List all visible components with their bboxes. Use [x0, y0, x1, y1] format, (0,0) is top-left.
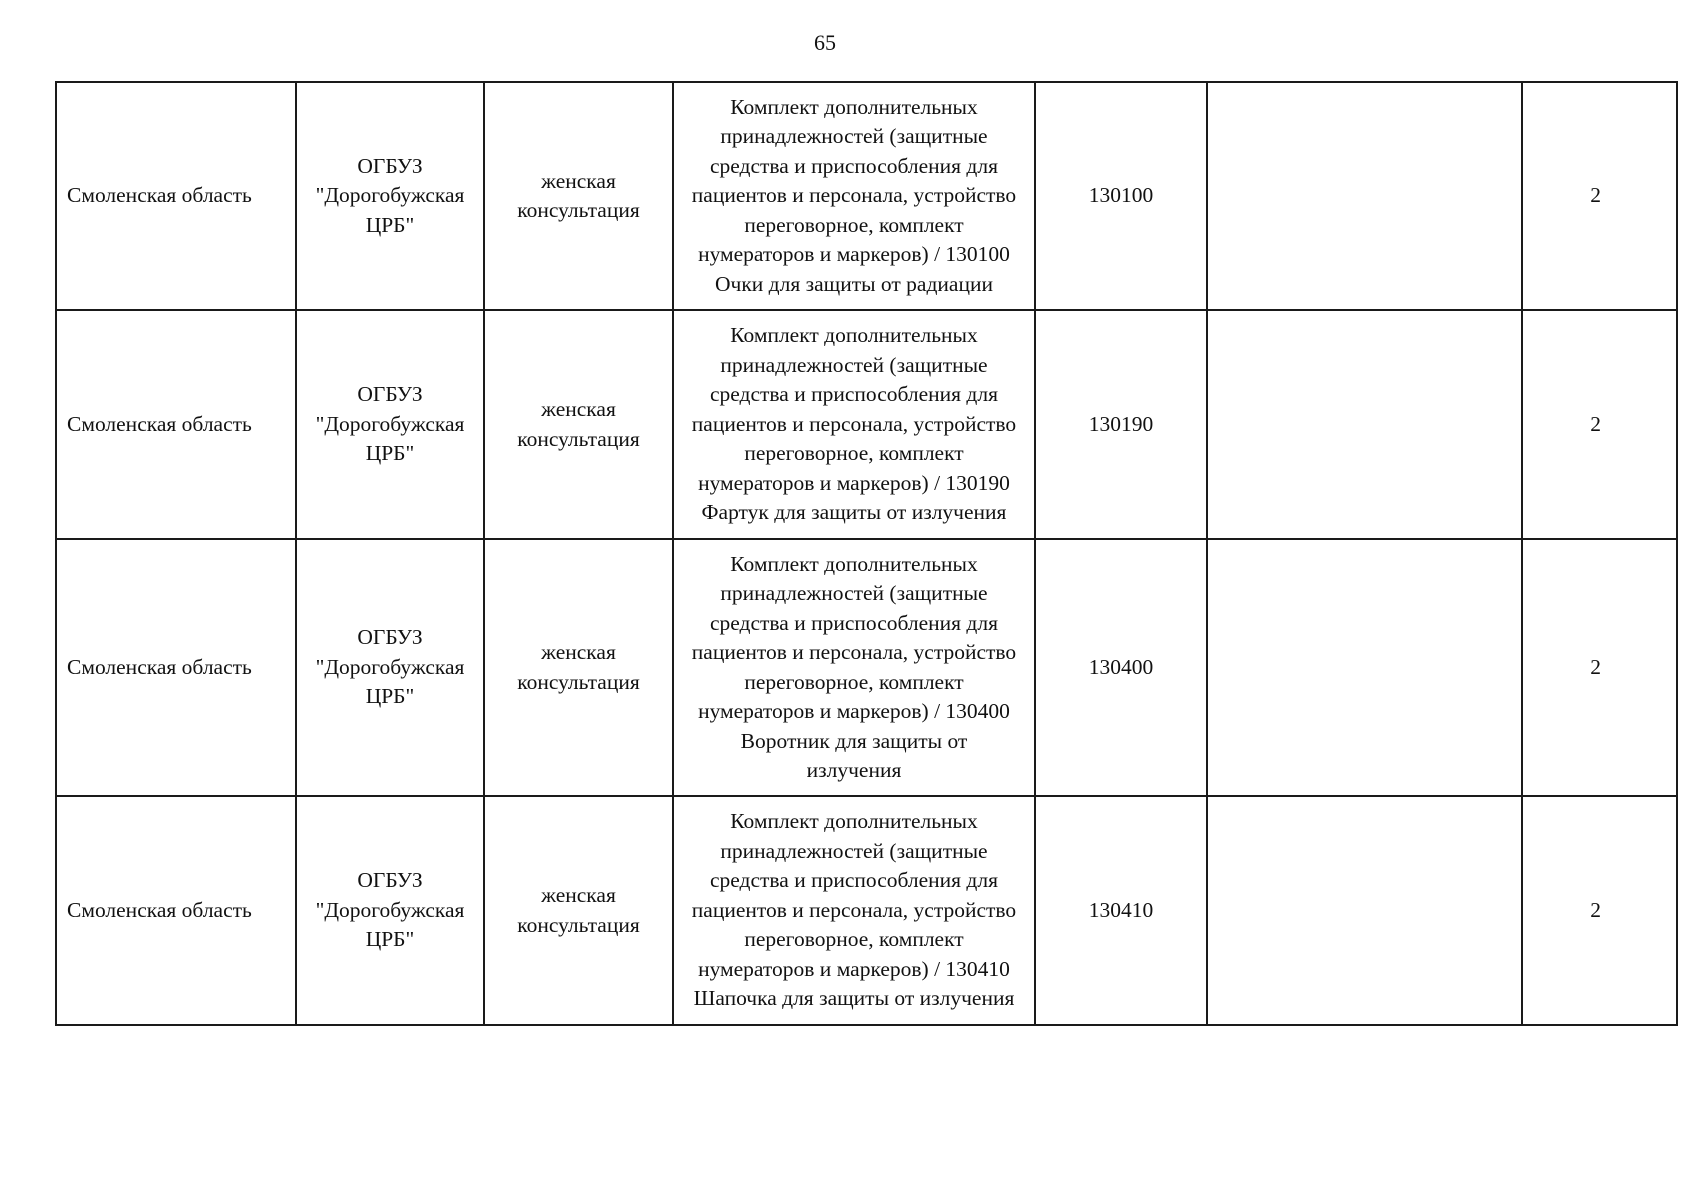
description-line: средства и приспособления для: [710, 868, 998, 893]
region-cell: Смоленская область: [56, 539, 296, 796]
description-line: переговорное, комплект: [744, 212, 964, 237]
department-line: женская: [541, 397, 616, 421]
empty-cell: [1207, 539, 1522, 796]
description-line: нумераторов и маркеров) / 130400: [698, 699, 1010, 723]
equipment-table: [55, 81, 1678, 1026]
department-cell: [484, 82, 673, 310]
description-line: средства и приспособления для: [710, 610, 998, 635]
quantity-cell: 2: [1522, 82, 1677, 310]
description-line: Комплект дополнительных: [730, 809, 978, 834]
description-line: излучения: [806, 758, 902, 782]
organization-line: ОГБУЗ: [357, 382, 423, 407]
description-cell: [673, 82, 1035, 310]
code-cell: 130410: [1035, 796, 1207, 1025]
quantity-cell: 2: [1522, 310, 1677, 539]
description-line: пациентов и персонала, устройство: [691, 640, 1017, 664]
organization-cell: [296, 539, 484, 796]
organization-line: ОГБУЗ: [357, 868, 423, 893]
department-line: женская: [541, 168, 616, 193]
organization-line: ОГБУЗ: [357, 625, 423, 650]
organization-line: ЦРБ": [365, 684, 415, 709]
table-row: [56, 796, 1677, 1025]
department-cell: [484, 796, 673, 1025]
description-line: Комплект дополнительных: [730, 323, 978, 348]
department-line: женская: [541, 883, 616, 907]
quantity-cell: 2: [1522, 539, 1677, 796]
code-cell: 130400: [1035, 539, 1207, 796]
organization-line: "Дорогобужская: [315, 654, 465, 679]
department-line: женская: [541, 640, 616, 664]
region-cell: Смоленская область: [56, 82, 296, 310]
empty-cell: [1207, 796, 1522, 1025]
description-line: Фартук для защиты от излучения: [701, 500, 1007, 525]
description-line: принадлежностей (защитные: [720, 838, 988, 863]
organization-line: ОГБУЗ: [357, 153, 423, 178]
department-line: консультация: [517, 912, 640, 937]
organization-line: "Дорогобужская: [315, 183, 465, 208]
description-line: переговорное, комплект: [744, 927, 964, 952]
table-row: [56, 310, 1677, 539]
table-row: [56, 539, 1677, 796]
table-row: [56, 82, 1677, 310]
description-line: Очки для защиты от радиации: [715, 271, 993, 296]
department-line: консультация: [517, 669, 640, 694]
description-line: принадлежностей (защитные: [720, 581, 988, 605]
organization-line: ЦРБ": [365, 927, 415, 952]
organization-cell: [296, 82, 484, 310]
organization-line: "Дорогобужская: [315, 411, 465, 436]
department-cell: [484, 539, 673, 796]
description-line: принадлежностей (защитные: [720, 352, 988, 377]
description-line: Комплект дополнительных: [730, 94, 978, 119]
description-line: переговорное, комплект: [744, 669, 964, 694]
region-cell: Смоленская область: [56, 796, 296, 1025]
organization-cell: [296, 310, 484, 539]
description-line: переговорное, комплект: [744, 441, 964, 466]
department-cell: [484, 310, 673, 539]
organization-line: "Дорогобужская: [315, 897, 465, 922]
empty-cell: [1207, 310, 1522, 539]
description-line: Комплект дополнительных: [730, 551, 978, 576]
code-cell: 130100: [1035, 82, 1207, 310]
description-line: Шапочка для защиты от излучения: [693, 986, 1015, 1011]
organization-line: ЦРБ": [365, 441, 415, 466]
description-cell: [673, 539, 1035, 796]
code-cell: 130190: [1035, 310, 1207, 539]
page-number: 65: [814, 30, 836, 55]
description-cell: [673, 310, 1035, 539]
quantity-cell: 2: [1522, 796, 1677, 1025]
organization-line: ЦРБ": [365, 212, 415, 237]
description-line: нумераторов и маркеров) / 130410: [698, 956, 1010, 981]
description-line: средства и приспособления для: [710, 382, 998, 407]
description-line: принадлежностей (защитные: [720, 124, 988, 149]
department-line: консультация: [517, 198, 640, 222]
description-line: пациентов и персонала, устройство: [691, 411, 1017, 436]
description-line: Воротник для защиты от: [740, 728, 968, 753]
description-line: пациентов и персонала, устройство: [691, 897, 1017, 922]
description-cell: [673, 796, 1035, 1025]
organization-cell: [296, 796, 484, 1025]
description-line: пациентов и персонала, устройство: [691, 183, 1017, 208]
empty-cell: [1207, 82, 1522, 310]
department-line: консультация: [517, 426, 640, 451]
description-line: средства и приспособления для: [710, 153, 998, 178]
description-line: нумераторов и маркеров) / 130190: [698, 470, 1010, 495]
region-cell: Смоленская область: [56, 310, 296, 539]
description-line: нумераторов и маркеров) / 130100: [698, 242, 1010, 267]
